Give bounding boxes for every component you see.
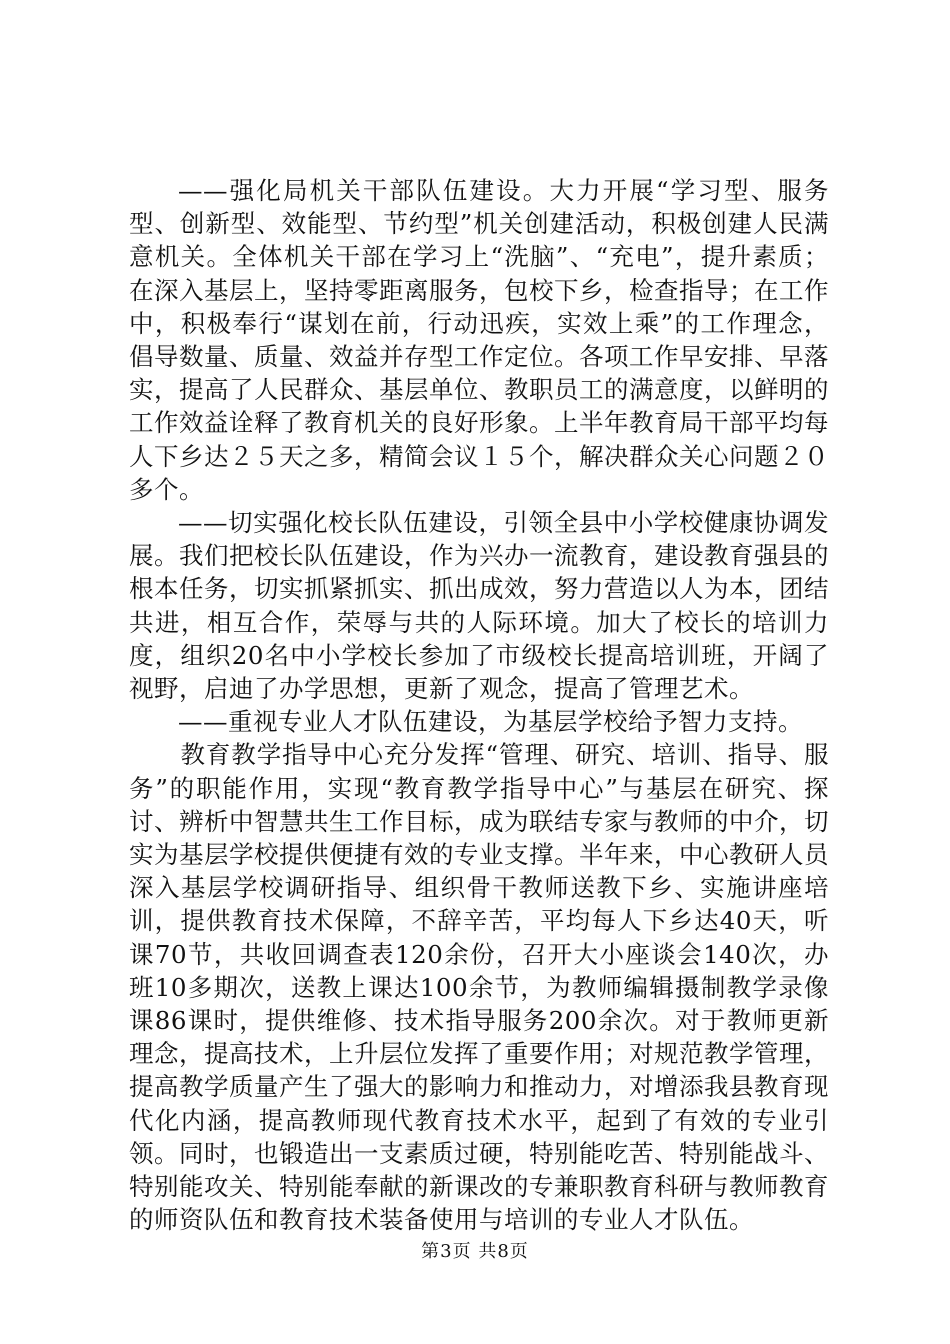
document-body [129, 174, 829, 1237]
paragraph-guidance-center: 教育教学指导中心充分发挥“管理、研究、培训、指导、服务”的职能作用，实现“教育教学指导中心”与基层在研究、探讨、辨析中智慧共生工作目标，成为联结专家与教师的中介，切实为基层学校提供便捷有效的专业支撑。半年来，中心教研人员深入基层学校调研指导、组织骨干教师送教下乡、实施讲座培训，提供教育技术保障，不辞辛苦，平均每人下乡达40天，听课70节，共收回调查表120余份，召开大小座谈会140次，办班10多期次，送教上课达100余节，为教师编辑摄制教学录像课86课时，提供维修、技术指导服务200余次。对于教师更新理念，提高技术，上升层位发挥了重要作用；对规范教学管理，提高教学质量产生了强大的影响力和推动力，对增添我县教育现代化内涵，提高教师现代教育技术水平，起到了有效的专业引领。同时，也锻造出一支素质过硬，特别能吃苦、特别能战斗、特别能攻关、特别能奉献的新课改的专兼职教育科研与教师教育的师资队伍和教育技术装备使用与培训的专业人才队伍。 [129, 740, 829, 1235]
paragraph-cadre-team: ——强化局机关干部队伍建设。大力开展“学习型、服务型、创新型、效能型、节约型”机关创建活动，积极创建人民满意机关。全体机关干部在学习上“洗脑”、“充电”，提升素质；在深入基层上，坚持零距离服务，包校下乡，检查指导；在工作中，积极奉行“谋划在前，行动迅疾，实效上乘”的工作理念，倡导数量、质量、效益并存型工作定位。各项工作早安排、早落实，提高了人民群众、基层单位、教职员工的满意度，以鲜明的工作效益诠释了教育机关的良好形象。上半年教育局干部平均每人下乡达２５天之多，精简会议１５个，解决群众关心问题２０多个。 [129, 176, 829, 504]
paragraph-professional-team-heading: ——重视专业人才队伍建设，为基层学校给予智力支持。 [178, 707, 803, 737]
paragraph-principal-team: ——切实强化校长队伍建设，引领全县中小学校健康协调发展。我们把校长队伍建设，作为兴办一流教育，建设教育强县的根本任务，切实抓紧抓实、抓出成效，努力营造以人为本，团结共进，相互合作，荣辱与共的人际环境。加大了校长的培训力度，组织20名中小学校长参加了市级校长提高培训班，开阔了视野，启迪了办学思想，更新了观念，提高了管理艺术。 [129, 508, 829, 704]
page-number-footer: 第3页 共8页 [421, 1241, 529, 1262]
